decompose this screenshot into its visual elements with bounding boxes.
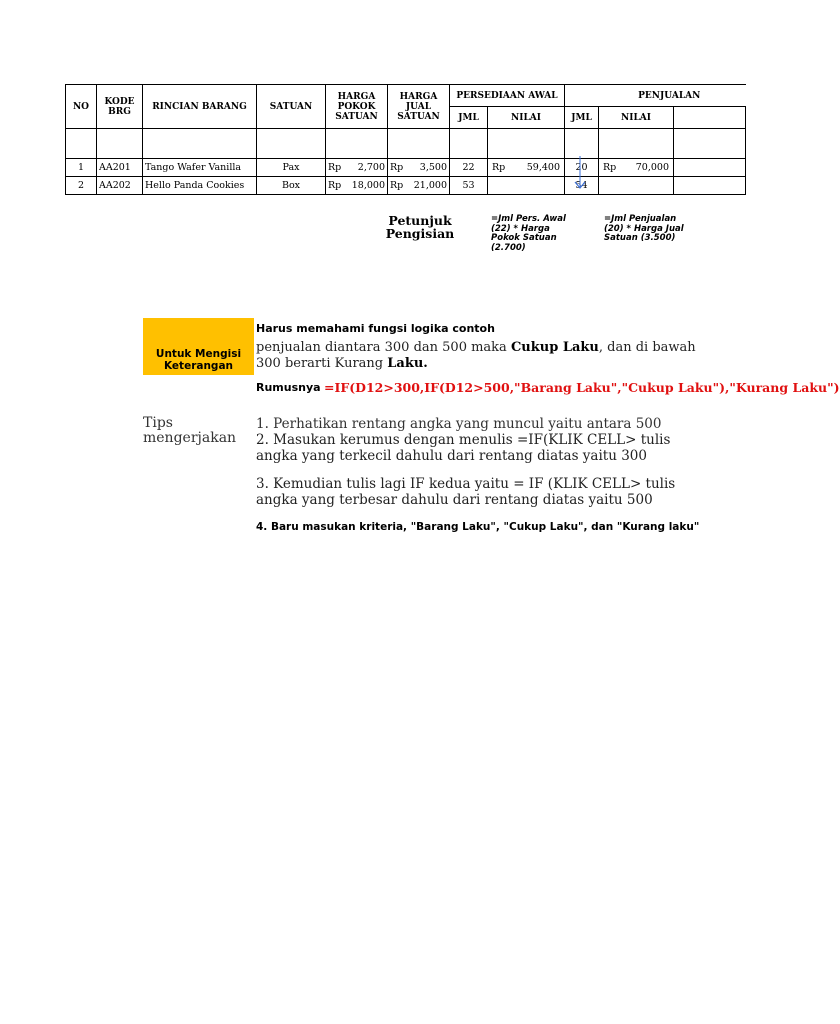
header-kode[interactable]: KODE BRG [97, 85, 143, 129]
header-harga-pokok[interactable]: HARGA POKOK SATUAN [326, 85, 388, 129]
value: 59,400 [526, 162, 560, 173]
cell-pers-jml[interactable]: 22 [450, 159, 488, 177]
cell-harga-jual[interactable] [388, 177, 450, 195]
keterangan-label-box [143, 318, 254, 375]
empty-cell[interactable] [66, 129, 97, 159]
note-persediaan: =Jml Pers. Awal (22) * Harga Pokok Satuan (2.700) [491, 214, 566, 253]
tips-step-3: 3. Kemudian tulis lagi IF kedua yaitu = IF (KLIK CELL> tulis angka yang terbesar dahulu dari rentang diatas yaitu 500 [256, 476, 676, 508]
example-laku: Laku. [387, 356, 428, 371]
currency-label: Rp [390, 162, 404, 173]
tips-step-1: 1. Perhatikan rentang angka yang muncul yaitu antara 500 [256, 416, 662, 432]
header-penj-nilai[interactable]: NILAI [599, 107, 674, 129]
cell-satuan[interactable]: Box [257, 177, 326, 195]
empty-cell[interactable] [257, 129, 326, 159]
value: 3,500 [419, 162, 447, 173]
keterangan-example [256, 340, 696, 376]
keterangan-label: Untuk Mengisi Keterangan [155, 348, 242, 372]
rumus-label: Rumusnya [256, 381, 321, 394]
header-harga-jual[interactable]: HARGA JUAL SATUAN [388, 85, 450, 129]
empty-cell[interactable] [326, 129, 388, 159]
empty-cell[interactable] [488, 129, 565, 159]
example-text-2: , dan di bawah [598, 340, 696, 355]
note-penjualan: =Jml Penjualan (20) * Harga Jual Satuan (3.500) [604, 214, 684, 243]
cell-rincian[interactable]: Tango Wafer Vanilla [143, 159, 257, 177]
empty-cell[interactable] [97, 129, 143, 159]
empty-cell[interactable] [674, 129, 746, 159]
cell-penj-nilai[interactable] [599, 177, 674, 195]
petunjuk-pengisian-title: Petunjuk Pengisian [385, 213, 455, 241]
empty-cell[interactable] [674, 107, 746, 129]
value: 2,700 [357, 162, 385, 173]
cell-penj-nilai[interactable] [599, 159, 674, 177]
header-rincian[interactable]: RINCIAN BARANG [143, 85, 257, 129]
cell-pers-nilai[interactable] [488, 177, 565, 195]
tips-label: Tips mengerjakan [143, 415, 237, 446]
tips-step-2: 2. Masukan kerumus dengan menulis =IF(KLIK CELL> tulis angka yang terkecil dahulu dari rentang diatas yaitu 300 [256, 432, 671, 464]
empty-cell[interactable] [388, 129, 450, 159]
currency-label: Rp [603, 162, 617, 173]
cell-harga-jual[interactable] [388, 159, 450, 177]
cell-penj-jml[interactable]: 54 [565, 177, 599, 195]
example-cukup-laku: Cukup Laku [510, 340, 599, 355]
currency-label: Rp [390, 180, 404, 191]
table-row [66, 159, 746, 177]
empty-cell[interactable] [599, 129, 674, 159]
cell-harga-pokok[interactable] [326, 177, 388, 195]
currency-label: Rp [328, 162, 342, 173]
tips-step-4: 4. Baru masukan kriteria, "Barang Laku", "Cukup Laku", dan "Kurang laku" [256, 521, 700, 533]
cell-kode[interactable]: AA202 [97, 177, 143, 195]
formula-text: =IF(D12>300,IF(D12>500,"Barang Laku","Cukup Laku"),"Kurang Laku") [324, 380, 840, 395]
currency-label: Rp [328, 180, 342, 191]
cell-penj-jml[interactable]: 20 [565, 159, 599, 177]
cell-pers-jml[interactable]: 53 [450, 177, 488, 195]
header-satuan[interactable]: SATUAN [257, 85, 326, 129]
cell-no[interactable]: 1 [66, 159, 97, 177]
empty-cell[interactable] [565, 129, 599, 159]
example-text-3: 300 berarti Kurang [256, 356, 384, 371]
header-no[interactable]: NO [66, 85, 97, 129]
value: 21,000 [413, 180, 447, 191]
cell-satuan[interactable]: Pax [257, 159, 326, 177]
cell-no[interactable]: 2 [66, 177, 97, 195]
table-row [66, 177, 746, 195]
value: 70,000 [635, 162, 669, 173]
empty-cell[interactable] [143, 129, 257, 159]
cell-rincian[interactable]: Hello Panda Cookies [143, 177, 257, 195]
value: 18,000 [351, 180, 385, 191]
cell-harga-pokok[interactable] [326, 159, 388, 177]
header-pers-jml[interactable]: JML [450, 107, 488, 129]
currency-label: Rp [492, 162, 506, 173]
cell-pers-nilai[interactable] [488, 159, 565, 177]
cell-kode[interactable]: AA201 [97, 159, 143, 177]
empty-cell[interactable] [674, 159, 746, 177]
empty-cell[interactable] [450, 129, 488, 159]
header-persediaan-awal[interactable]: PERSEDIAAN AWAL [450, 85, 565, 107]
header-penj-jml[interactable]: JML [565, 107, 599, 129]
example-text-1: penjualan diantara 300 dan 500 maka [256, 340, 507, 355]
arrow-down-icon [572, 156, 590, 192]
inventory-table [65, 84, 746, 195]
header-penjualan[interactable]: PENJUALAN [565, 85, 746, 107]
header-pers-nilai[interactable]: NILAI [488, 107, 565, 129]
keterangan-intro: Harus memahami fungsi logika contoh [256, 322, 495, 335]
empty-cell[interactable] [674, 177, 746, 195]
